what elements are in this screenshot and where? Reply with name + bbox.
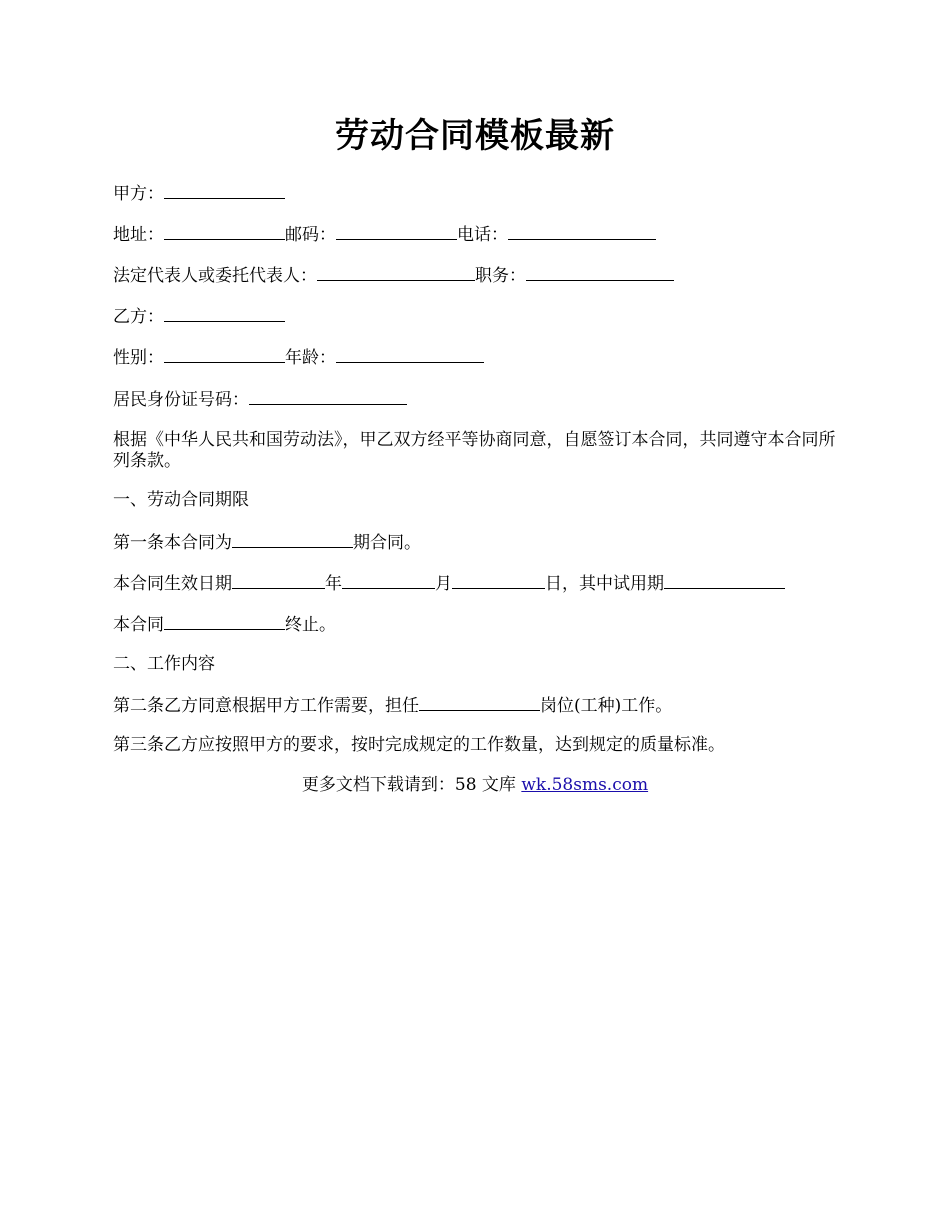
postcode-label: 邮码： (285, 225, 336, 245)
gender-blank (164, 346, 285, 363)
party-a-label: 甲方： (113, 184, 164, 204)
phone-label: 电话： (457, 225, 508, 245)
article1-prefix: 第一条本合同为 (113, 533, 232, 553)
party-a-blank (164, 182, 285, 199)
article2-suffix: 岗位(工种)工作。 (540, 696, 673, 716)
intro-paragraph: 根据《中华人民共和国劳动法》，甲乙双方经平等协商同意，自愿签订本合同，共同遵守本合同所列条款。 (113, 430, 836, 471)
termination-prefix: 本合同 (113, 615, 164, 635)
party-a-line (113, 182, 843, 205)
phone-blank (508, 223, 656, 240)
position-label: 职务： (475, 266, 526, 286)
article3-line: 第三条乙方应按照甲方的要求，按时完成规定的工作数量，达到规定的质量标准。 (113, 735, 725, 755)
postcode-blank (336, 223, 457, 240)
page-title: 劳动合同模板最新 (335, 116, 615, 156)
party-b-blank (164, 305, 285, 322)
gender-age-line (113, 346, 843, 369)
legal-rep-blank (317, 264, 475, 281)
id-blank (249, 388, 407, 405)
day-trial-label: 日，其中试用期 (545, 574, 664, 594)
party-b-label: 乙方： (113, 307, 164, 327)
job-position-blank (419, 694, 540, 711)
effective-date-line (113, 572, 843, 595)
footer-note (0, 775, 950, 796)
age-blank (336, 346, 484, 363)
age-label: 年龄： (285, 348, 336, 368)
day-blank (452, 572, 545, 589)
footer-text: 更多文档下载请到：58 文库 (301, 775, 522, 795)
termination-suffix: 终止。 (285, 615, 336, 635)
trial-period-blank (664, 572, 785, 589)
article2-line (113, 694, 843, 717)
legal-rep-label: 法定代表人或委托代表人： (113, 266, 317, 286)
footer-link[interactable]: wk.58sms.com (521, 775, 649, 795)
year-blank (232, 572, 325, 589)
gender-label: 性别： (113, 348, 164, 368)
party-b-line (113, 305, 843, 328)
article2-prefix: 第二条乙方同意根据甲方工作需要，担任 (113, 696, 419, 716)
section2-heading: 二、工作内容 (113, 654, 215, 674)
id-number-line (113, 388, 843, 411)
legal-rep-line (113, 264, 843, 287)
termination-line (113, 613, 843, 636)
position-blank (526, 264, 674, 281)
section1-heading: 一、劳动合同期限 (113, 490, 249, 510)
address-blank (164, 223, 285, 240)
month-blank (342, 572, 435, 589)
termination-blank (164, 613, 285, 630)
id-label: 居民身份证号码： (113, 390, 249, 410)
contract-term-blank (232, 531, 353, 548)
address-label: 地址： (113, 225, 164, 245)
article1-line (113, 531, 843, 554)
article1-suffix: 期合同。 (353, 533, 421, 553)
month-label: 月 (435, 574, 452, 594)
effective-prefix: 本合同生效日期 (113, 574, 232, 594)
address-line (113, 223, 843, 246)
year-label: 年 (325, 574, 342, 594)
